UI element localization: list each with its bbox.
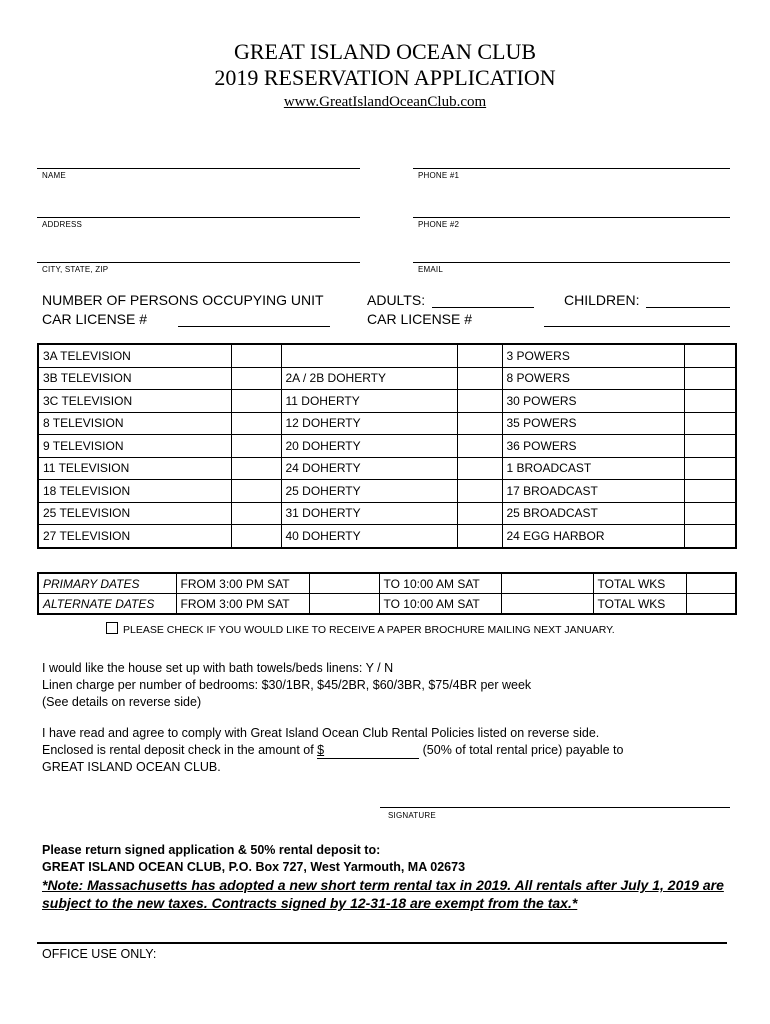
brochure-label: PLEASE CHECK IF YOU WOULD LIKE TO RECEIVE A PAPER BROCHURE MAILING NEXT JANUARY. bbox=[123, 624, 615, 636]
unit-row bbox=[38, 435, 736, 458]
unit-select-cell[interactable] bbox=[457, 525, 502, 548]
unit-select-cell[interactable] bbox=[457, 344, 502, 367]
unit-select-cell[interactable] bbox=[231, 525, 281, 548]
unit-name-cell: 30 POWERS bbox=[502, 390, 684, 413]
unit-row bbox=[38, 344, 736, 367]
primary-to-input[interactable] bbox=[501, 573, 593, 594]
unit-name-cell: 18 TELEVISION bbox=[38, 480, 231, 503]
unit-name-cell: 3A TELEVISION bbox=[38, 344, 231, 367]
phone2-label: PHONE #2 bbox=[418, 220, 460, 229]
address-label: ADDRESS bbox=[42, 220, 83, 229]
phone1-label: PHONE #1 bbox=[418, 171, 460, 180]
phone2-line[interactable] bbox=[413, 217, 730, 218]
deposit-dollar-sign: $ bbox=[317, 743, 325, 757]
unit-select-cell[interactable] bbox=[457, 367, 502, 390]
unit-select-cell[interactable] bbox=[231, 390, 281, 413]
agreement-line-2 bbox=[42, 742, 623, 759]
unit-name-cell: 8 TELEVISION bbox=[38, 412, 231, 435]
unit-select-cell[interactable] bbox=[684, 525, 736, 548]
unit-name-cell: 35 POWERS bbox=[502, 412, 684, 435]
alternate-total-input[interactable] bbox=[686, 594, 736, 615]
unit-name-cell: 36 POWERS bbox=[502, 435, 684, 458]
unit-name-cell: 40 DOHERTY bbox=[281, 525, 457, 548]
unit-row bbox=[38, 502, 736, 525]
email-line[interactable] bbox=[413, 262, 730, 263]
unit-row bbox=[38, 390, 736, 413]
unit-name-cell: 3B TELEVISION bbox=[38, 367, 231, 390]
primary-from-label: FROM 3:00 PM SAT bbox=[176, 573, 309, 594]
unit-select-cell[interactable] bbox=[684, 502, 736, 525]
office-divider bbox=[37, 942, 727, 944]
adults-label: ADULTS: bbox=[367, 292, 426, 308]
unit-name-cell: 27 TELEVISION bbox=[38, 525, 231, 548]
unit-select-cell[interactable] bbox=[231, 412, 281, 435]
unit-name-cell bbox=[281, 344, 457, 367]
unit-select-cell[interactable] bbox=[684, 457, 736, 480]
form-subtitle: 2019 RESERVATION APPLICATION bbox=[214, 65, 556, 90]
primary-to-label: TO 10:00 AM SAT bbox=[379, 573, 501, 594]
unit-select-cell[interactable] bbox=[684, 435, 736, 458]
car-license-line-1[interactable] bbox=[178, 326, 330, 327]
unit-select-cell[interactable] bbox=[231, 435, 281, 458]
brochure-checkbox[interactable] bbox=[106, 622, 118, 634]
unit-name-cell: 11 DOHERTY bbox=[281, 390, 457, 413]
unit-select-cell[interactable] bbox=[231, 502, 281, 525]
unit-name-cell: 17 BROADCAST bbox=[502, 480, 684, 503]
unit-name-cell: 24 EGG HARBOR bbox=[502, 525, 684, 548]
deposit-text: Enclosed is rental deposit check in the amount of bbox=[42, 743, 318, 757]
phone1-line[interactable] bbox=[413, 168, 730, 169]
unit-name-cell: 1 BROADCAST bbox=[502, 457, 684, 480]
primary-total-input[interactable] bbox=[686, 573, 736, 594]
unit-name-cell: 20 DOHERTY bbox=[281, 435, 457, 458]
alternate-dates-label: ALTERNATE DATES bbox=[38, 594, 176, 615]
unit-select-cell[interactable] bbox=[457, 502, 502, 525]
deposit-amount-field[interactable] bbox=[317, 742, 419, 759]
deposit-suffix: (50% of total rental price) payable to bbox=[419, 743, 624, 757]
office-use-label: OFFICE USE ONLY: bbox=[42, 947, 157, 961]
unit-name-cell: 2A / 2B DOHERTY bbox=[281, 367, 457, 390]
unit-name-cell: 8 POWERS bbox=[502, 367, 684, 390]
unit-select-cell[interactable] bbox=[457, 412, 502, 435]
unit-select-cell[interactable] bbox=[231, 457, 281, 480]
alternate-from-label: FROM 3:00 PM SAT bbox=[176, 594, 309, 615]
signature-line[interactable] bbox=[380, 807, 730, 808]
city-line[interactable] bbox=[37, 262, 360, 263]
unit-select-cell[interactable] bbox=[231, 344, 281, 367]
tax-note: *Note: Massachusetts has adopted a new short term rental tax in 2019. All rentals after July 1, 2019 are subject to the new taxes. Contracts signed by 12-31-18 are exempt from the tax.* bbox=[42, 877, 724, 911]
unit-row bbox=[38, 412, 736, 435]
agreement-line-3: GREAT ISLAND OCEAN CLUB. bbox=[42, 760, 221, 774]
unit-name-cell: 24 DOHERTY bbox=[281, 457, 457, 480]
linens-line-1: I would like the house set up with bath towels/beds linens: Y / N bbox=[42, 661, 394, 675]
unit-select-cell[interactable] bbox=[457, 457, 502, 480]
return-line-1: Please return signed application & 50% rental deposit to: bbox=[42, 843, 381, 857]
unit-name-cell: 12 DOHERTY bbox=[281, 412, 457, 435]
unit-name-cell: 25 TELEVISION bbox=[38, 502, 231, 525]
car-license-line-2[interactable] bbox=[544, 326, 730, 327]
brochure-option bbox=[106, 622, 615, 636]
unit-name-cell: 9 TELEVISION bbox=[38, 435, 231, 458]
adults-line[interactable] bbox=[432, 307, 534, 308]
unit-select-cell[interactable] bbox=[457, 390, 502, 413]
unit-select-cell[interactable] bbox=[457, 480, 502, 503]
alternate-total-label: TOTAL WKS bbox=[593, 594, 686, 615]
primary-from-input[interactable] bbox=[309, 573, 379, 594]
alternate-from-input[interactable] bbox=[309, 594, 379, 615]
unit-select-cell[interactable] bbox=[684, 367, 736, 390]
unit-select-cell[interactable] bbox=[684, 390, 736, 413]
unit-name-cell: 3C TELEVISION bbox=[38, 390, 231, 413]
name-label: NAME bbox=[42, 171, 66, 180]
children-line[interactable] bbox=[646, 307, 730, 308]
linens-line-2: Linen charge per number of bedrooms: $30/1BR, $45/2BR, $60/3BR, $75/4BR per week bbox=[42, 678, 532, 692]
primary-total-label: TOTAL WKS bbox=[593, 573, 686, 594]
unit-name-cell: 11 TELEVISION bbox=[38, 457, 231, 480]
unit-row bbox=[38, 525, 736, 548]
unit-name-cell: 31 DOHERTY bbox=[281, 502, 457, 525]
address-line[interactable] bbox=[37, 217, 360, 218]
signature-label: SIGNATURE bbox=[388, 811, 436, 820]
alternate-to-label: TO 10:00 AM SAT bbox=[379, 594, 501, 615]
agreement-line-1: I have read and agree to comply with Great Island Ocean Club Rental Policies listed on reverse side. bbox=[42, 726, 600, 740]
unit-select-cell[interactable] bbox=[231, 480, 281, 503]
car-license-label-2: CAR LICENSE # bbox=[367, 311, 473, 327]
unit-row bbox=[38, 480, 736, 503]
unit-row bbox=[38, 457, 736, 480]
unit-select-cell[interactable] bbox=[684, 480, 736, 503]
unit-name-cell: 3 POWERS bbox=[502, 344, 684, 367]
unit-select-cell[interactable] bbox=[684, 412, 736, 435]
car-license-label-1: CAR LICENSE # bbox=[42, 311, 148, 327]
return-line-2: GREAT ISLAND OCEAN CLUB, P.O. Box 727, West Yarmouth, MA 02673 bbox=[42, 860, 466, 874]
website-link[interactable]: www.GreatIslandOceanClub.com bbox=[283, 94, 487, 110]
unit-name-cell: 25 BROADCAST bbox=[502, 502, 684, 525]
form-title: GREAT ISLAND OCEAN CLUB bbox=[233, 39, 537, 64]
dates-table bbox=[37, 572, 737, 615]
primary-dates-row bbox=[38, 573, 736, 594]
unit-select-cell[interactable] bbox=[231, 367, 281, 390]
email-label: EMAIL bbox=[418, 265, 444, 274]
children-label: CHILDREN: bbox=[564, 292, 640, 308]
persons-label: NUMBER OF PERSONS OCCUPYING UNIT bbox=[42, 292, 324, 308]
unit-name-cell: 25 DOHERTY bbox=[281, 480, 457, 503]
alternate-to-input[interactable] bbox=[501, 594, 593, 615]
name-line[interactable] bbox=[37, 168, 360, 169]
unit-select-cell[interactable] bbox=[684, 344, 736, 367]
unit-row bbox=[38, 367, 736, 390]
city-label: CITY, STATE, ZIP bbox=[42, 265, 109, 274]
linens-line-3: (See details on reverse side) bbox=[42, 695, 202, 709]
unit-select-cell[interactable] bbox=[457, 435, 502, 458]
units-table bbox=[37, 343, 737, 549]
alternate-dates-row bbox=[38, 594, 736, 615]
primary-dates-label: PRIMARY DATES bbox=[38, 573, 176, 594]
